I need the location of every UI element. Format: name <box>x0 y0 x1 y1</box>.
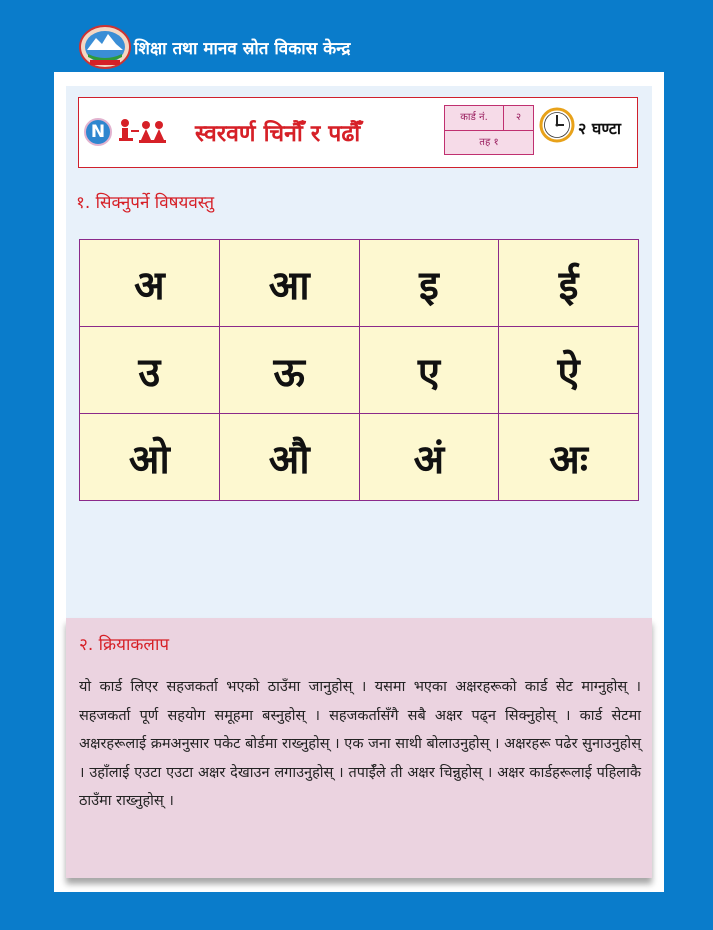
card-number-value: २ <box>515 112 522 123</box>
org-name: शिक्षा तथा मानव स्रोत विकास केन्द्र <box>134 39 351 59</box>
card-title-box <box>78 97 638 168</box>
duration-text: २ घण्टा <box>578 119 621 138</box>
vowel-cell: ई <box>499 240 639 327</box>
vowel-cell: उ <box>80 327 220 414</box>
vowel-cell: अः <box>499 414 639 501</box>
vowel-grid <box>79 239 639 501</box>
vowel-cell: आ <box>219 240 359 327</box>
activity-paragraph: यो कार्ड लिएर सहजकर्ता भएको ठाउँमा जानुहोस् । यसमा भएका अक्षरहरूको कार्ड सेट माग्नुहोस् । सहजकर्ता पूर्ण सहयोग समूहमा बस्नुहोस् । सहजकर्तासँगै सबै अक्षर पढ्न सिक्नुहोस् । कार्ड सेटमा अक्षरहरूलाई क्रमअनुसार पकेट बोर्डमा राख्नुहोस् । एक जना साथी बोलाउनुहोस् । अक्षरहरू पढेर सुनाउनुहोस् । उहाँलाई एउटा एउटा अक्षर देखाउन लगाउनुहोस् । तपाईँले ती अक्षर चिन्नुहोस् । अक्षर कार्डहरूलाई पहिलाकै ठाउँमा राख्नुहोस् । <box>79 679 641 810</box>
section-heading-content: १. सिक्नुपर्ने विषयवस्तु <box>76 193 215 213</box>
nepal-emblem-icon <box>78 22 132 70</box>
n-badge-icon: N <box>84 118 112 146</box>
card-title: स्वरवर्ण चिनौँ र पढौँ <box>195 121 361 147</box>
card-number-row <box>445 106 533 131</box>
teacher-students-icon <box>117 116 167 148</box>
activity-panel <box>66 618 652 878</box>
card-meta-box <box>444 105 534 155</box>
card-number-label: कार्ड नं. <box>445 106 504 130</box>
page <box>54 72 664 892</box>
grid-row <box>80 327 639 414</box>
grid-row <box>80 414 639 501</box>
vowel-cell: ए <box>359 327 499 414</box>
card-level: तह १ <box>479 137 499 148</box>
vowel-cell: अ <box>80 240 220 327</box>
vowel-cell: ओ <box>80 414 220 501</box>
header <box>0 0 713 72</box>
vowel-cell: अं <box>359 414 499 501</box>
grid-row <box>80 240 639 327</box>
vowel-cell: इ <box>359 240 499 327</box>
vowel-cell: औ <box>219 414 359 501</box>
learning-content-panel <box>66 86 652 690</box>
clock-icon <box>539 107 575 143</box>
vowel-cell: ऊ <box>219 327 359 414</box>
section-heading-activity: २. क्रियाकलाप <box>79 635 170 655</box>
vowel-cell: ऐ <box>499 327 639 414</box>
